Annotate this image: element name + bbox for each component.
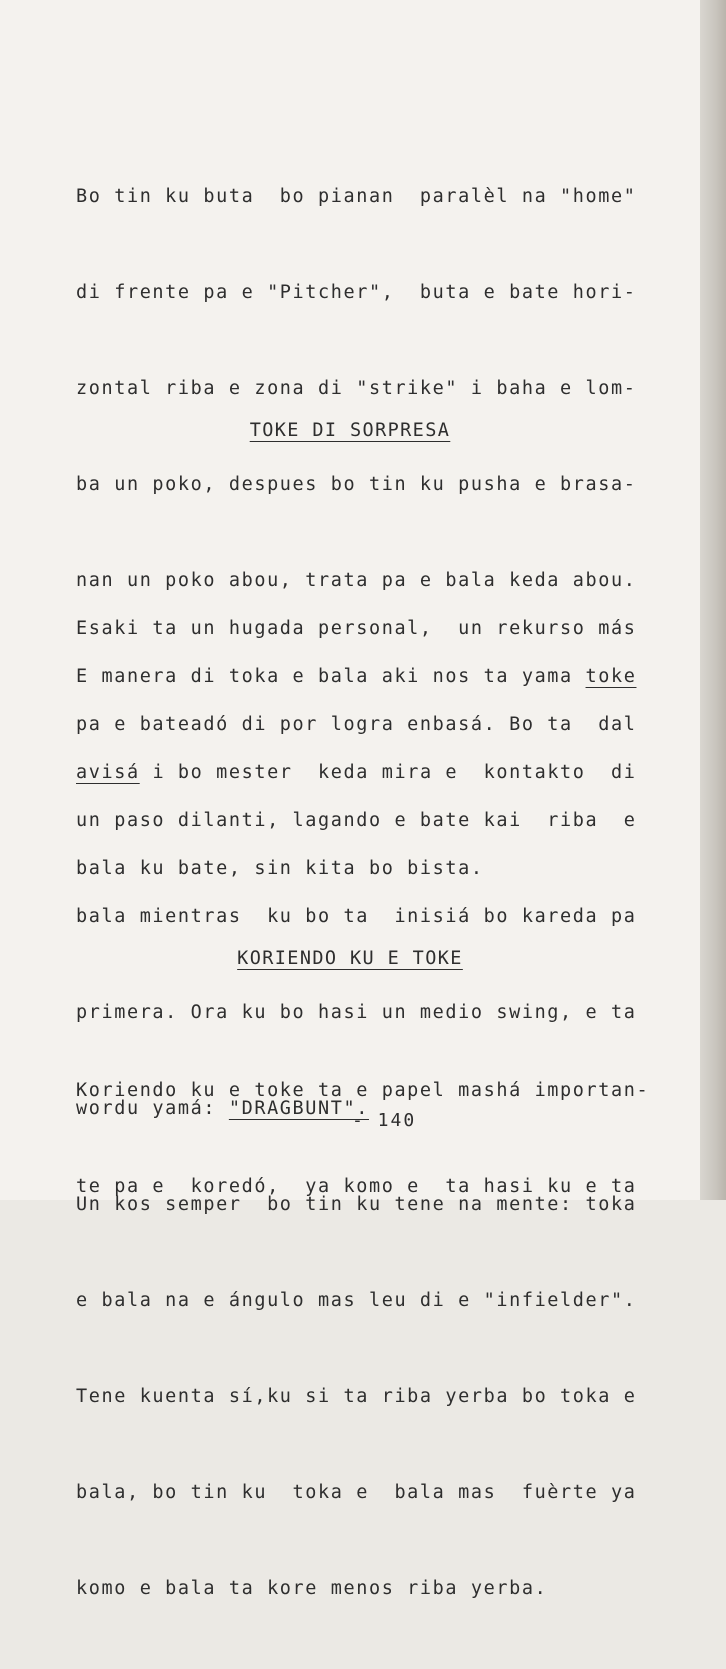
text-line: nan un poko abou, trata pa e bala keda abou. — [76, 570, 637, 591]
text-line: Koriendo ku e toke ta e papel mashá importan- — [76, 1080, 650, 1101]
page-edge — [700, 0, 726, 1200]
text-line: zontal riba e zona di "strike" i baha e lom- — [76, 378, 637, 399]
text-line: Un kos semper bo tin ku tene na mente: toka — [76, 1194, 637, 1215]
text-fragment: E manera di toka e bala aki nos ta yama — [76, 666, 586, 687]
heading-text: TOKE DI SORPRESA — [249, 420, 451, 441]
text-line: bala ku bate, sin kita bo bista. — [76, 858, 484, 879]
text-line: Bo tin ku buta bo pianan paralèl na "home" — [76, 186, 637, 207]
section-heading-koriendo-ku-e-toke — [0, 948, 700, 969]
text-line: bala mientras ku bo ta inisiá bo kareda pa — [76, 906, 637, 927]
text-line: te pa e koredó, ya komo e ta hasi ku e ta — [76, 1176, 637, 1197]
page-number: - 140 — [352, 1110, 417, 1131]
text-line: e bala na e ángulo mas leu di e "infielder". — [76, 1290, 637, 1311]
term-avisa: avisá — [76, 762, 140, 783]
text-line: primera. Ora ku bo hasi un medio swing, e ta — [76, 1002, 637, 1023]
text-line: komo e bala ta kore menos riba yerba. — [76, 1578, 548, 1599]
text-line: Tene kuenta sí,ku si ta riba yerba bo toka e — [76, 1386, 637, 1407]
text-line: pa e bateadó di por logra enbasá. Bo ta dal — [76, 714, 637, 735]
text-line: bala, bo tin ku toka e bala mas fuèrte ya — [76, 1482, 637, 1503]
heading-text: KORIENDO KU E TOKE — [237, 948, 463, 969]
paragraph-koriendo — [76, 1011, 666, 1267]
section-heading-toke-di-sorpresa — [0, 420, 700, 441]
text-line: di frente pa e "Pitcher", buta e bate hori- — [76, 282, 637, 303]
text-fragment: wordu yamá: — [76, 1098, 229, 1119]
text-fragment: i bo mester keda mira e kontakto di — [139, 762, 637, 783]
text-line: ba un poko, despues bo tin ku pusha e brasa- — [76, 474, 637, 495]
text-line: un paso dilanti, lagando e bate kai riba e — [76, 810, 637, 831]
term-toke: toke — [585, 666, 637, 687]
text-line: Esaki ta un hugada personal, un rekurso más — [76, 618, 637, 639]
term-dragbunt: "DRAGBUNT". — [228, 1098, 369, 1119]
